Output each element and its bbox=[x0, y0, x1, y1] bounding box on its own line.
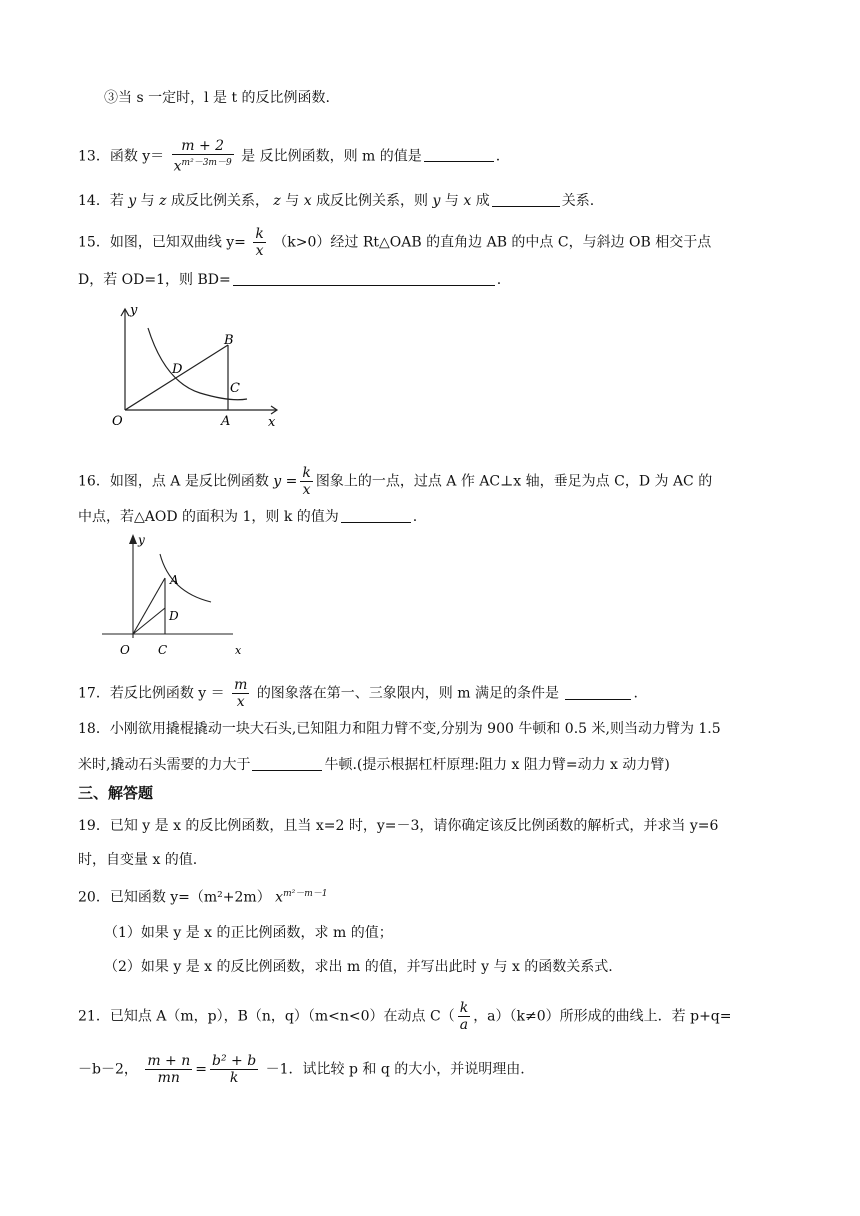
question-21-line1: 21．已知点 A（m，p），B（n，q）（m<n<0）在动点 C（ $\frac{k}{a}$ ，a）（k≠0）所形成的曲线上．若 p+q= bbox=[78, 1000, 732, 1033]
line-oa bbox=[133, 578, 165, 634]
q16-fraction: $\frac{k}{x}$ bbox=[302, 465, 311, 498]
q21-fraction-mn: $\frac{m + n}{mn}$ bbox=[147, 1053, 191, 1086]
q13-numerator: m + 2 bbox=[181, 138, 225, 154]
y-axis-arrow bbox=[129, 534, 137, 544]
line-ob bbox=[125, 345, 228, 410]
label-y: y bbox=[138, 533, 145, 547]
question-17: 17．若反比例函数 y ＝ $\frac{m}{x}$ 的图象落在第一、三象限内，则 m 满足的条件是 . bbox=[78, 677, 638, 710]
label-a: A bbox=[221, 414, 231, 429]
label-y: y bbox=[130, 303, 138, 318]
figure-15 bbox=[100, 300, 290, 435]
q12-item3-text: ③当 s 一定时，l 是 t 的反比例函数. bbox=[104, 90, 330, 106]
label-c: C bbox=[158, 643, 168, 657]
question-15-line2: D，若 OD=1，则 BD= . bbox=[78, 272, 502, 288]
q12-item3 bbox=[104, 88, 330, 108]
answer-blank-17[interactable] bbox=[565, 685, 631, 700]
q13-suffix: 是 反比例函数，则 m 的值是 bbox=[241, 148, 422, 165]
question-16-line1: 16．如图，点 A 是反比例函数 y = $\frac{k}{x}$ 图象上的一点，过点 A 作 AC⊥x 轴，垂足为点 C，D 为 AC 的 bbox=[78, 465, 713, 498]
question-20-part1: （1）如果 y 是 x 的正比例函数，求 m 的值； bbox=[104, 925, 393, 941]
answer-blank-14[interactable] bbox=[492, 192, 560, 207]
label-o: O bbox=[112, 414, 123, 429]
question-19-line2: 时，自变量 x 的值. bbox=[78, 852, 198, 868]
question-16-line2: 中点，若△AOD 的面积为 1，则 k 的值为 . bbox=[78, 509, 418, 525]
answer-blank-16[interactable] bbox=[341, 508, 411, 523]
label-a: A bbox=[170, 573, 179, 587]
label-c: C bbox=[230, 381, 240, 396]
q17-fraction: $\frac{m}{x}$ bbox=[234, 677, 248, 710]
line-od bbox=[133, 608, 165, 634]
label-x: x bbox=[235, 644, 242, 657]
question-18-line2: 米时,撬动石头需要的力大于 牛顿.(提示根据杠杆原理:阻力 x 阻力臂=动力 x 动力臂) bbox=[78, 757, 670, 773]
q13-prefix: 13．函数 y＝ bbox=[78, 148, 165, 165]
q15-fraction: $\frac{k}{x}$ bbox=[255, 226, 264, 259]
answer-blank-13[interactable] bbox=[424, 147, 494, 162]
question-19-line1: 19．已知 y 是 x 的反比例函数，且当 x=2 时，y=－3，请你确定该反比例函数的解析式，并求当 y=6 bbox=[78, 818, 719, 834]
hyperbola-curve bbox=[160, 554, 211, 602]
label-x: x bbox=[268, 415, 276, 430]
question-14: 14．若 y 与 z 成反比例关系， z 与 x 成反比例关系，则 y 与 x 成 关系. bbox=[78, 193, 595, 209]
question-13: 13．函数 y＝ $\frac{m + 2}{x^{m^2-3m-9}}$ 是 反比例函数，则 m 的值是 . bbox=[78, 138, 501, 175]
question-20: 20．已知函数 y=（m²+2m） $x^{m^2-m-1}$ bbox=[78, 889, 328, 906]
question-21-line2: －b－2， $\frac{m + n}{mn}$ = $\frac{\text{b² + b}}{k}$ －1．试比较 p 和 q 的大小，并说明理由. bbox=[78, 1053, 525, 1086]
q21-fraction-bk: $\frac{\text{b² + b}}{k}$ bbox=[212, 1053, 257, 1086]
label-d: D bbox=[169, 609, 179, 623]
section-heading: 三、解答题 bbox=[78, 784, 154, 802]
answer-blank-18[interactable] bbox=[252, 756, 322, 771]
question-18-line1: 18．小刚欲用撬棍撬动一块大石头,已知阻力和阻力臂不变,分别为 900 牛顿和 0.5 米,则当动力臂为 1.5 bbox=[78, 721, 721, 737]
label-o: O bbox=[120, 643, 130, 657]
q13-fraction bbox=[172, 138, 234, 175]
figure-16 bbox=[98, 530, 258, 660]
q13-denominator: $x^{m^2-3m-9}$ bbox=[172, 154, 234, 175]
label-d: D bbox=[172, 362, 183, 377]
q21-fraction-k-a: $\frac{k}{a}$ bbox=[459, 1000, 469, 1033]
question-20-part2: （2）如果 y 是 x 的反比例函数，求出 m 的值，并写出此时 y 与 x 的函数关系式. bbox=[104, 959, 613, 975]
label-b: B bbox=[224, 333, 234, 348]
answer-blank-15[interactable] bbox=[233, 271, 495, 286]
question-15-line1: 15．如图，已知双曲线 y= $\frac{k}{x}$ （k>0）经过 Rt△OAB 的直角边 AB 的中点 C，与斜边 OB 相交于点 bbox=[78, 226, 712, 259]
